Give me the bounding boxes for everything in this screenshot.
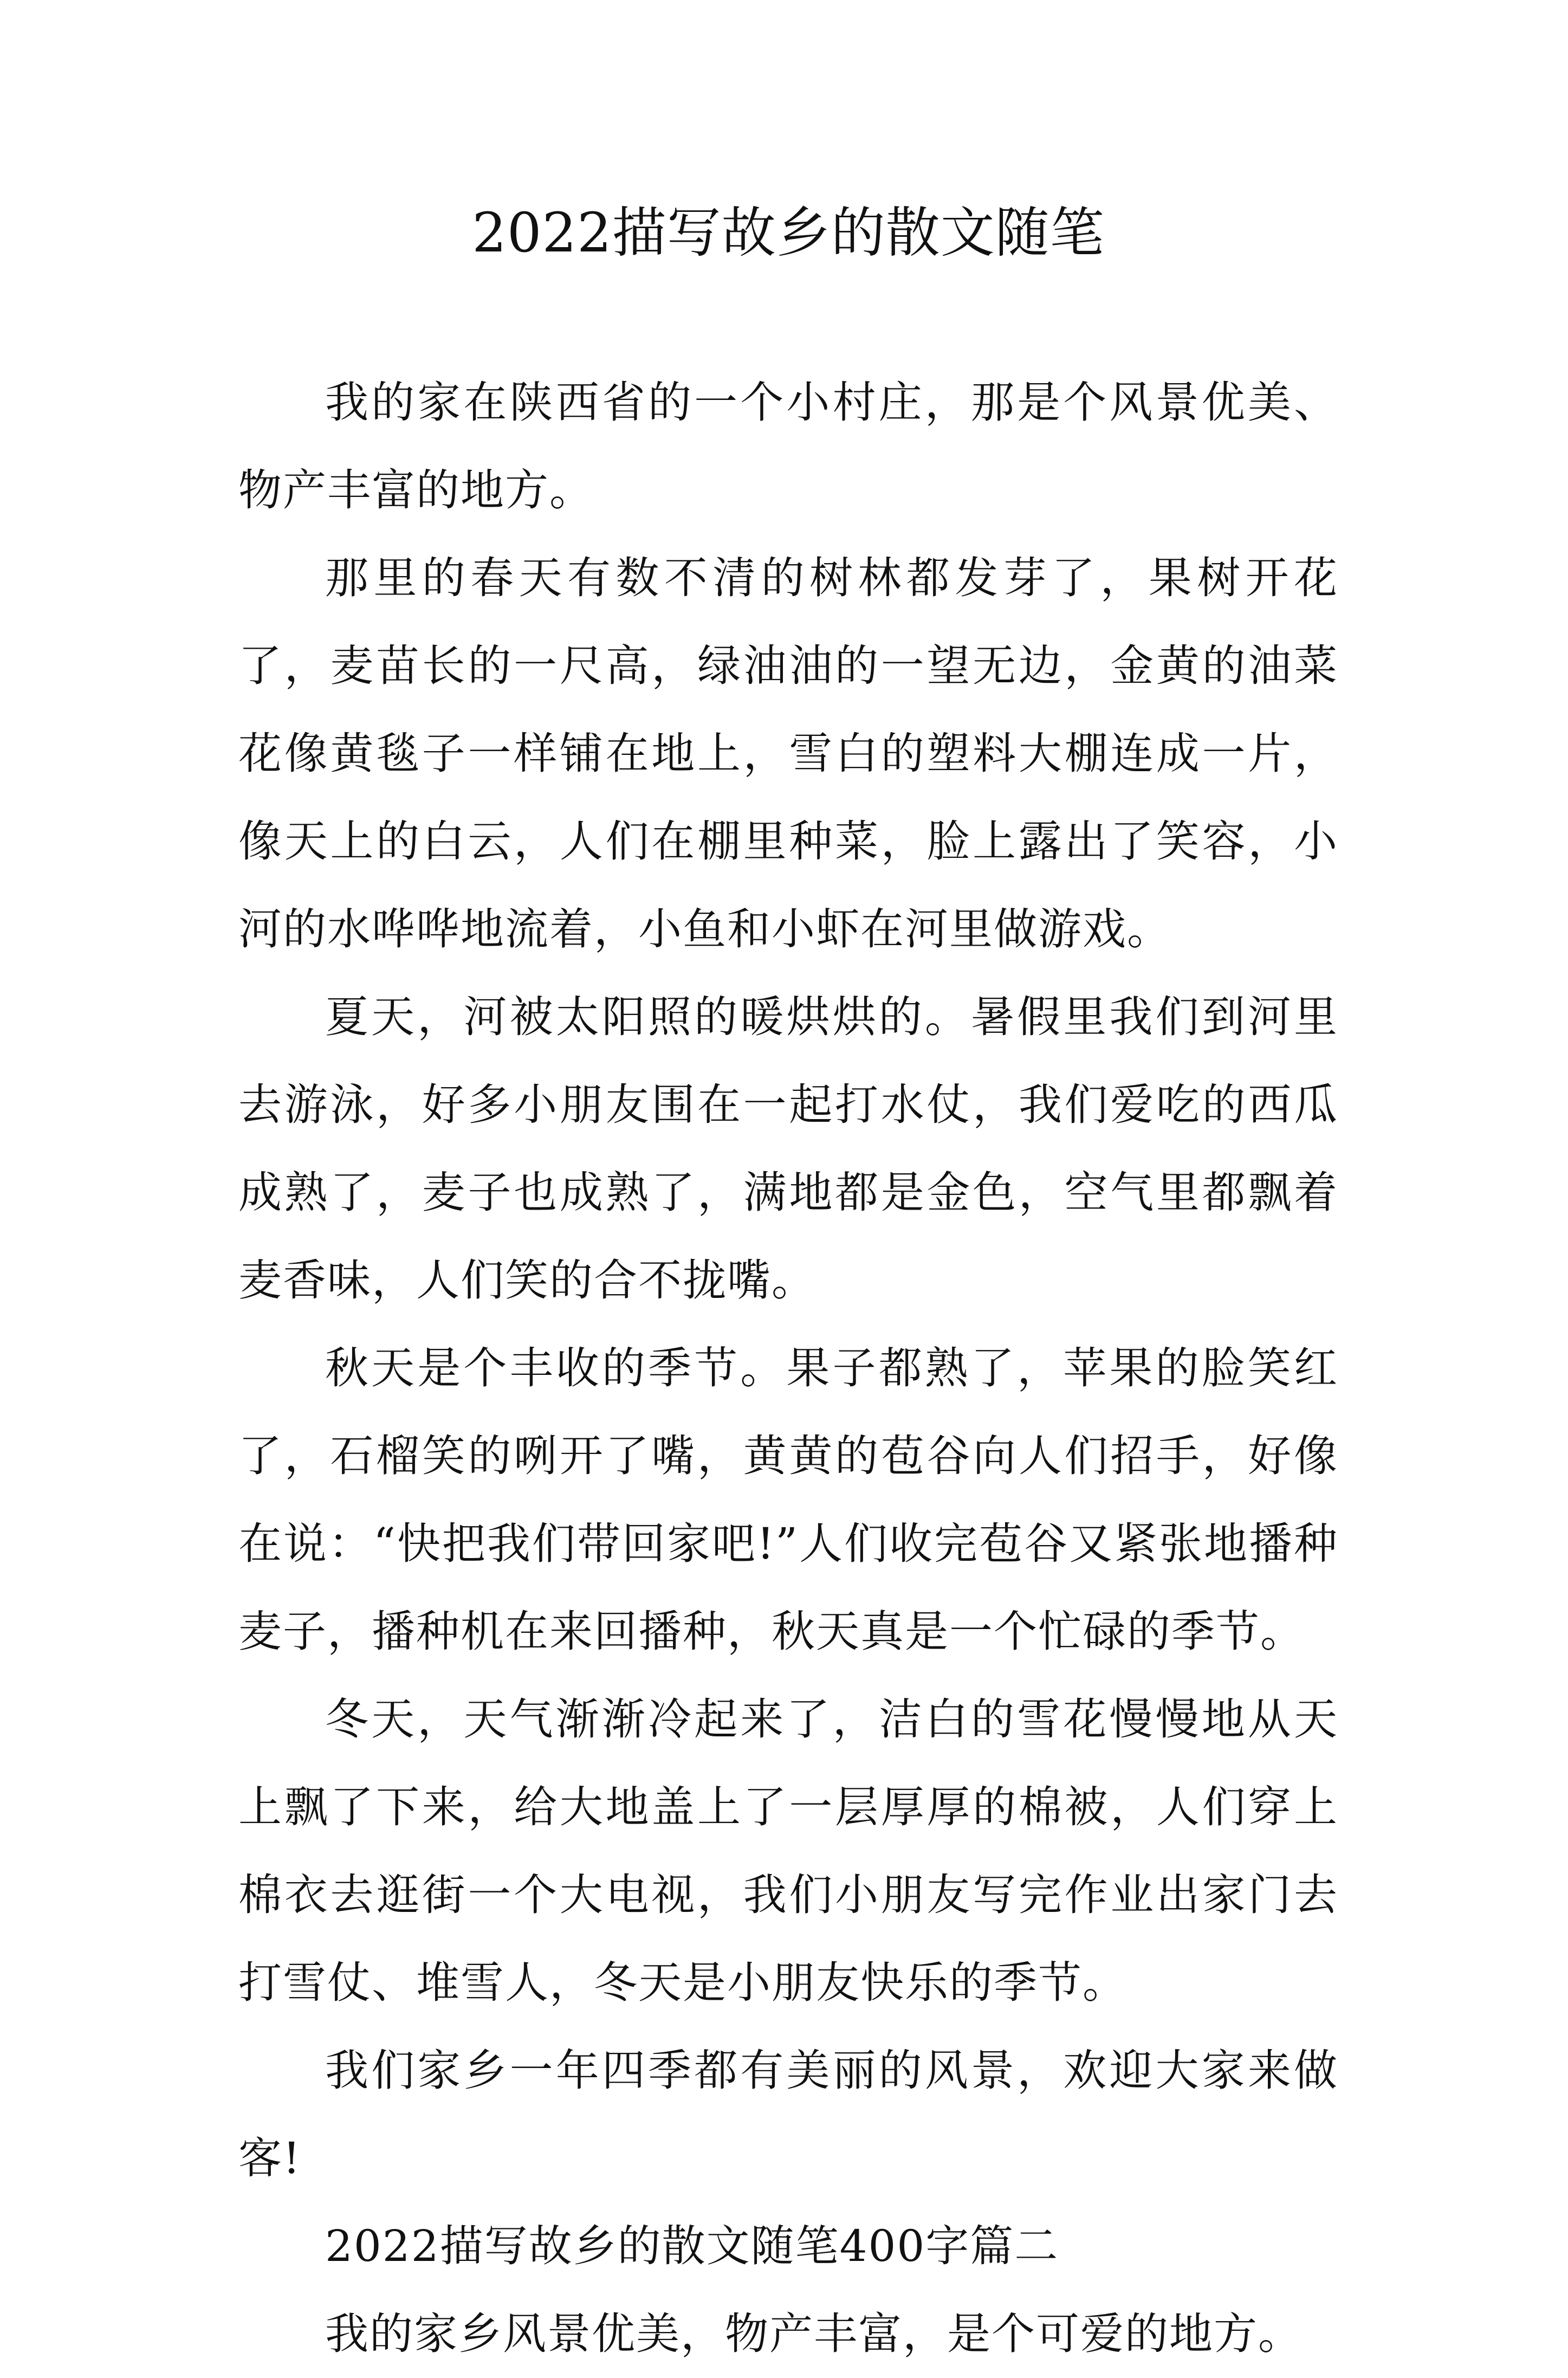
paragraph: 那里的春天有数不清的树林都发芽了，果树开花了，麦苗长的一尺高，绿油油的一望无边，金黄的油菜花像黄毯子一样铺在地上，雪白的塑料大棚连成一片，像天上的白云，人们在棚里种菜，脸上露出了笑容，小河的水哗哗地流着，小鱼和小虾在河里做游戏。 <box>238 553 1338 954</box>
document-body <box>238 359 1338 2378</box>
paragraph: 我的家在陕西省的一个小村庄，那是个风景优美、物产丰富的地方。 <box>238 377 1338 515</box>
paragraph: 秋天是个丰收的季节。果子都熟了，苹果的脸笑红了，石榴笑的咧开了嘴，黄黄的苞谷向人们招手，好像在说：“快把我们带回家吧!”人们收完苞谷又紧张地播种麦子，播种机在来回播种，秋天真是一个忙碌的季节。 <box>238 1343 1338 1657</box>
paragraph: 我们家乡一年四季都有美丽的风景，欢迎大家来做客! <box>238 2045 1338 2183</box>
paragraph: 夏天，河被太阳照的暖烘烘的。暑假里我们到河里去游泳，好多小朋友围在一起打水仗，我们爱吃的西瓜成熟了，麦子也成熟了，满地都是金色，空气里都飘着麦香味，人们笑的合不拢嘴。 <box>238 992 1338 1306</box>
paragraph: 冬天，天气渐渐冷起来了，洁白的雪花慢慢地从天上飘了下来，给大地盖上了一层厚厚的棉被，人们穿上棉衣去逛街一个大电视，我们小朋友写完作业出家门去打雪仗、堆雪人，冬天是小朋友快乐的季节。 <box>238 1694 1338 2008</box>
paragraph: 我的家乡风景优美，物产丰富，是个可爱的地方。 <box>325 2309 1303 2359</box>
document-page <box>238 0 1338 2359</box>
section-heading: 2022描写故乡的散文随笔400字篇二 <box>325 2221 1059 2271</box>
document-title: 2022描写故乡的散文随笔 <box>472 201 1105 264</box>
